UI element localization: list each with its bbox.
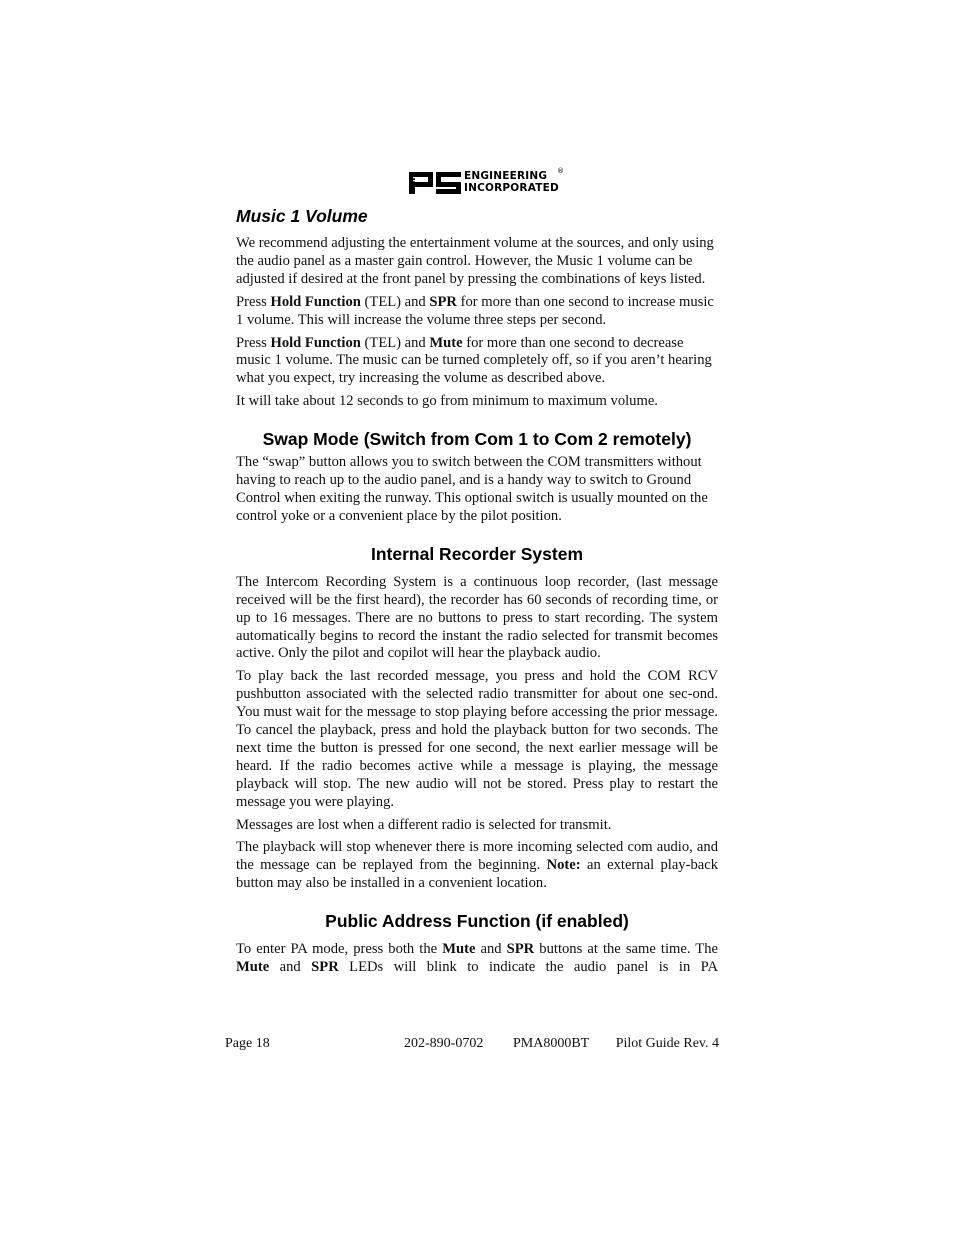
recorder-paragraph-2: To play back the last recorded message, you press and hold the COM RCV pushbutton associated with the selected radio transmitter for about one sec-ond. You must wait for the message to stop playing before accessing the prior message. To cancel the playback, press and hold the playback button for two seconds. The next time the button is pressed for one second, the next earlier message will be heard. If the radio becomes active while a message is playing, the message playback will stop. The new audio will not be stored. Press play to restart the message you were playing. (236, 668, 718, 810)
heading-swap-mode: Swap Mode (Switch from Com 1 to Com 2 remotely) (262, 429, 692, 450)
page-content (236, 206, 718, 977)
footer-model: PMA8000BT (513, 1036, 590, 1051)
footer-page-number: Page 18 (225, 1036, 270, 1051)
ps-logo-mark-icon (409, 168, 461, 194)
music-paragraph-2: Press Hold Function (TEL) and SPR for more than one second to increase music 1 volume. This will increase the volume three steps per second. (236, 293, 714, 328)
pa-paragraph-1: To enter PA mode, press both the Mute and SPR buttons at the same time. The Mute and SPR LEDs will blink to indicate the audio panel is in PA (236, 941, 718, 976)
footer-phone: 202-890-0702 (404, 1036, 484, 1051)
recorder-paragraph-3: Messages are lost when a different radio is selected for transmit. (236, 816, 612, 833)
page-footer (225, 1036, 719, 1056)
recorder-paragraph-1: The Intercom Recording System is a continuous loop recorder, (last message received will be the first heard), the recorder has 60 seconds of recording time, or up to 16 messages. There are no buttons to press to start recording. The system automatically begins to record the instant the radio selected for transmit becomes active. Only the pilot and copilot will hear the playback audio. (236, 573, 718, 662)
music-paragraph-3: Press Hold Function (TEL) and Mute for more than one second to decrease music 1 volume. The music can be turned completely off, so if you aren’t hearing what you expect, try increasing the volume as described above. (236, 334, 712, 387)
heading-public-address: Public Address Function (if enabled) (325, 911, 629, 932)
recorder-paragraph-4: The playback will stop whenever there is more incoming selected com audio, and the message can be replayed from the beginning. Note: an external play-back button may also be installed in a convenient location. (236, 839, 719, 892)
music-paragraph-1: We recommend adjusting the entertainment volume at the sources, and only using the audio panel as a master gain control. However, the Music 1 volume can be adjusted if desired at the front panel by pressing the combinations of keys listed. (236, 235, 714, 287)
registered-mark: ® (557, 167, 564, 175)
music-paragraph-4: It will take about 12 seconds to go from minimum to maximum volume. (236, 393, 658, 410)
logo-line-engineering: ENGINEERING (464, 170, 548, 182)
ps-engineering-logo (409, 168, 569, 200)
heading-internal-recorder: Internal Recorder System (370, 543, 584, 564)
logo-wordmark (464, 171, 559, 194)
heading-music-volume: Music 1 Volume (236, 206, 368, 226)
swap-paragraph-1: The “swap” button allows you to switch between the COM transmitters without having to reach up to the audio panel, and is a handy way to switch to Ground Control when exiting the runway. This optional switch is usually mounted on the control yoke or a convenient place by the pilot position. (236, 454, 708, 524)
logo-line-incorporated: INCORPORATED (464, 181, 559, 194)
footer-guide-revision: Pilot Guide Rev. 4 (615, 1036, 719, 1051)
